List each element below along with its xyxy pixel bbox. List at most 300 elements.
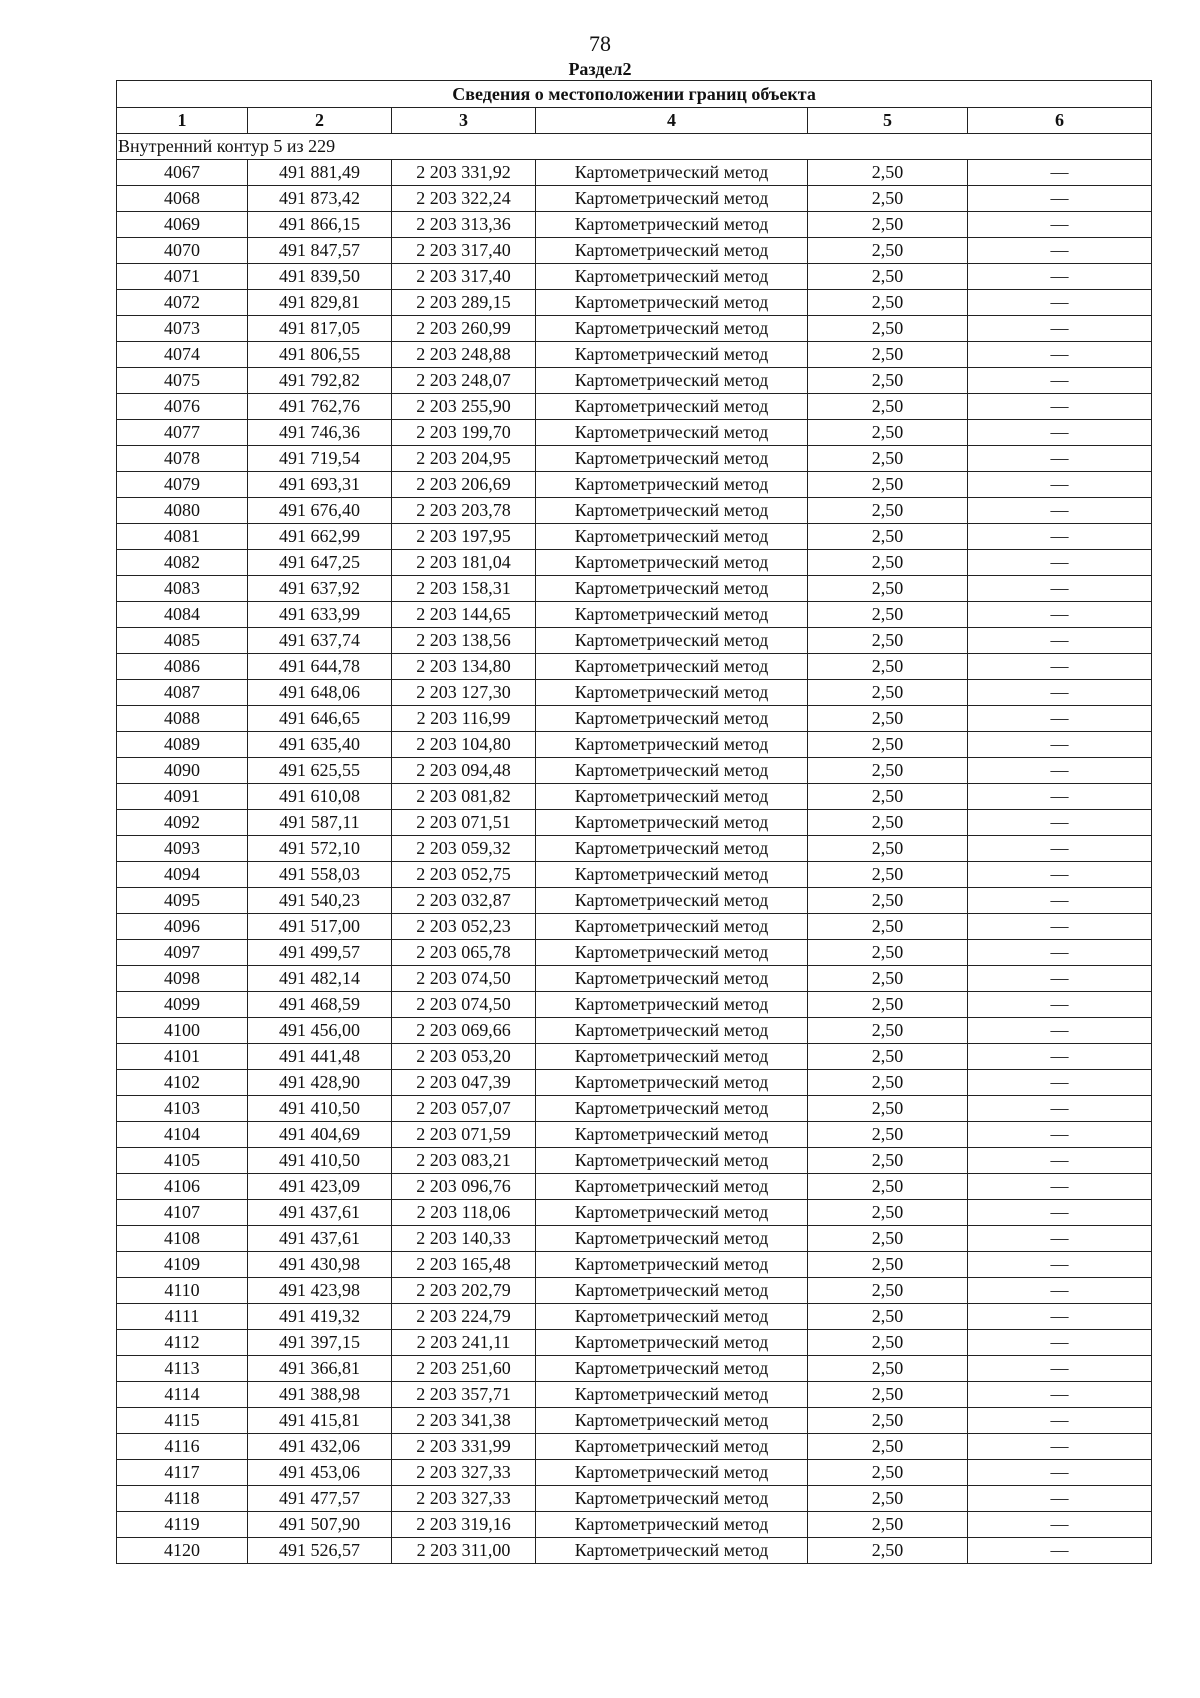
coord-x-cell: 491 456,00 — [248, 1018, 392, 1044]
accuracy-cell: 2,50 — [808, 1018, 968, 1044]
coord-y-cell: 2 203 083,21 — [392, 1148, 536, 1174]
section-title: Раздел2 — [568, 59, 632, 79]
table-row — [117, 966, 1152, 992]
table-row — [117, 1096, 1152, 1122]
point-number-cell: 4067 — [117, 160, 248, 186]
table-row — [117, 1460, 1152, 1486]
page-number: 78 — [589, 31, 611, 56]
accuracy-cell: 2,50 — [808, 524, 968, 550]
point-number-cell: 4096 — [117, 914, 248, 940]
description-cell: — — [968, 914, 1152, 940]
coord-x-cell: 491 477,57 — [248, 1486, 392, 1512]
coord-x-cell: 491 676,40 — [248, 498, 392, 524]
accuracy-cell: 2,50 — [808, 576, 968, 602]
point-number-cell: 4099 — [117, 992, 248, 1018]
coord-x-cell: 491 881,49 — [248, 160, 392, 186]
table-row — [117, 914, 1152, 940]
description-cell: — — [968, 940, 1152, 966]
method-cell: Картометрический метод — [536, 1460, 808, 1486]
description-cell: — — [968, 1252, 1152, 1278]
point-number-cell: 4110 — [117, 1278, 248, 1304]
table-row — [117, 160, 1152, 186]
table-row — [117, 1486, 1152, 1512]
description-cell: — — [968, 758, 1152, 784]
description-cell: — — [968, 1460, 1152, 1486]
method-cell: Картометрический метод — [536, 342, 808, 368]
table-row — [117, 316, 1152, 342]
method-cell: Картометрический метод — [536, 1330, 808, 1356]
point-number-cell: 4085 — [117, 628, 248, 654]
point-number-cell: 4108 — [117, 1226, 248, 1252]
method-cell: Картометрический метод — [536, 1252, 808, 1278]
coord-x-cell: 491 829,81 — [248, 290, 392, 316]
method-cell: Картометрический метод — [536, 290, 808, 316]
description-cell: — — [968, 654, 1152, 680]
accuracy-cell: 2,50 — [808, 1278, 968, 1304]
method-cell: Картометрический метод — [536, 992, 808, 1018]
accuracy-cell: 2,50 — [808, 862, 968, 888]
table-row — [117, 784, 1152, 810]
table-row — [117, 758, 1152, 784]
coord-y-cell: 2 203 074,50 — [392, 992, 536, 1018]
coord-y-cell: 2 203 065,78 — [392, 940, 536, 966]
table-row — [117, 1356, 1152, 1382]
method-cell: Картометрический метод — [536, 628, 808, 654]
coord-y-cell: 2 203 052,75 — [392, 862, 536, 888]
description-cell: — — [968, 1538, 1152, 1564]
accuracy-cell: 2,50 — [808, 654, 968, 680]
method-cell: Картометрический метод — [536, 758, 808, 784]
coord-y-cell: 2 203 311,00 — [392, 1538, 536, 1564]
description-cell: — — [968, 550, 1152, 576]
point-number-cell: 4078 — [117, 446, 248, 472]
coord-y-cell: 2 203 248,07 — [392, 368, 536, 394]
method-cell: Картометрический метод — [536, 368, 808, 394]
method-cell: Картометрический метод — [536, 966, 808, 992]
method-cell: Картометрический метод — [536, 1174, 808, 1200]
accuracy-cell: 2,50 — [808, 1486, 968, 1512]
method-cell: Картометрический метод — [536, 550, 808, 576]
coord-y-cell: 2 203 202,79 — [392, 1278, 536, 1304]
coord-x-cell: 491 646,65 — [248, 706, 392, 732]
coord-y-cell: 2 203 255,90 — [392, 394, 536, 420]
table-caption: Сведения о местоположении границ объекта — [117, 81, 1152, 108]
table-row — [117, 680, 1152, 706]
table-row — [117, 550, 1152, 576]
coord-x-cell: 491 468,59 — [248, 992, 392, 1018]
description-cell: — — [968, 1148, 1152, 1174]
description-cell: — — [968, 446, 1152, 472]
coord-y-cell: 2 203 341,38 — [392, 1408, 536, 1434]
method-cell: Картометрический метод — [536, 1538, 808, 1564]
coord-x-cell: 491 662,99 — [248, 524, 392, 550]
coord-y-cell: 2 203 081,82 — [392, 784, 536, 810]
table-row — [117, 1512, 1152, 1538]
description-cell: — — [968, 706, 1152, 732]
accuracy-cell: 2,50 — [808, 1460, 968, 1486]
table-row — [117, 212, 1152, 238]
coord-x-cell: 491 693,31 — [248, 472, 392, 498]
table-row — [117, 1044, 1152, 1070]
coord-y-cell: 2 203 071,59 — [392, 1122, 536, 1148]
table-row — [117, 862, 1152, 888]
coord-x-cell: 491 866,15 — [248, 212, 392, 238]
coord-y-cell: 2 203 199,70 — [392, 420, 536, 446]
description-cell: — — [968, 316, 1152, 342]
table-row — [117, 1408, 1152, 1434]
coord-x-cell: 491 453,06 — [248, 1460, 392, 1486]
description-cell: — — [968, 1044, 1152, 1070]
table-row — [117, 1304, 1152, 1330]
accuracy-cell: 2,50 — [808, 1434, 968, 1460]
method-cell: Картометрический метод — [536, 914, 808, 940]
description-cell: — — [968, 810, 1152, 836]
coord-y-cell: 2 203 251,60 — [392, 1356, 536, 1382]
table-row — [117, 1226, 1152, 1252]
coord-y-cell: 2 203 319,16 — [392, 1512, 536, 1538]
description-cell: — — [968, 1486, 1152, 1512]
point-number-cell: 4079 — [117, 472, 248, 498]
method-cell: Картометрический метод — [536, 1408, 808, 1434]
description-cell: — — [968, 888, 1152, 914]
description-cell: — — [968, 342, 1152, 368]
coord-y-cell: 2 203 158,31 — [392, 576, 536, 602]
table-row — [117, 992, 1152, 1018]
point-number-cell: 4073 — [117, 316, 248, 342]
table-row — [117, 810, 1152, 836]
description-cell: — — [968, 1278, 1152, 1304]
coord-x-cell: 491 482,14 — [248, 966, 392, 992]
table-row — [117, 1538, 1152, 1564]
coord-y-cell: 2 203 203,78 — [392, 498, 536, 524]
coord-x-cell: 491 507,90 — [248, 1512, 392, 1538]
point-number-cell: 4117 — [117, 1460, 248, 1486]
accuracy-cell: 2,50 — [808, 160, 968, 186]
coord-y-cell: 2 203 317,40 — [392, 238, 536, 264]
coord-y-cell: 2 203 331,99 — [392, 1434, 536, 1460]
method-cell: Картометрический метод — [536, 1096, 808, 1122]
accuracy-cell: 2,50 — [808, 914, 968, 940]
description-cell: — — [968, 602, 1152, 628]
coord-x-cell: 491 644,78 — [248, 654, 392, 680]
coord-y-cell: 2 203 322,24 — [392, 186, 536, 212]
coord-x-cell: 491 437,61 — [248, 1226, 392, 1252]
coord-y-cell: 2 203 224,79 — [392, 1304, 536, 1330]
coord-y-cell: 2 203 197,95 — [392, 524, 536, 550]
table-row — [117, 264, 1152, 290]
column-number-3: 3 — [392, 108, 536, 134]
coord-y-cell: 2 203 165,48 — [392, 1252, 536, 1278]
accuracy-cell: 2,50 — [808, 940, 968, 966]
point-number-cell: 4097 — [117, 940, 248, 966]
description-cell: — — [968, 836, 1152, 862]
coord-x-cell: 491 792,82 — [248, 368, 392, 394]
coord-x-cell: 491 587,11 — [248, 810, 392, 836]
coord-x-cell: 491 540,23 — [248, 888, 392, 914]
coord-x-cell: 491 637,92 — [248, 576, 392, 602]
accuracy-cell: 2,50 — [808, 186, 968, 212]
accuracy-cell: 2,50 — [808, 810, 968, 836]
column-number-5: 5 — [808, 108, 968, 134]
point-number-cell: 4116 — [117, 1434, 248, 1460]
column-number-2: 2 — [248, 108, 392, 134]
description-cell: — — [968, 1382, 1152, 1408]
point-number-cell: 4076 — [117, 394, 248, 420]
coord-y-cell: 2 203 057,07 — [392, 1096, 536, 1122]
accuracy-cell: 2,50 — [808, 238, 968, 264]
table-row — [117, 1200, 1152, 1226]
coord-y-cell: 2 203 260,99 — [392, 316, 536, 342]
coord-x-cell: 491 719,54 — [248, 446, 392, 472]
coord-x-cell: 491 635,40 — [248, 732, 392, 758]
coord-y-cell: 2 203 118,06 — [392, 1200, 536, 1226]
coord-y-cell: 2 203 140,33 — [392, 1226, 536, 1252]
point-number-cell: 4113 — [117, 1356, 248, 1382]
coord-y-cell: 2 203 032,87 — [392, 888, 536, 914]
table-row — [117, 290, 1152, 316]
accuracy-cell: 2,50 — [808, 966, 968, 992]
method-cell: Картометрический метод — [536, 446, 808, 472]
accuracy-cell: 2,50 — [808, 1382, 968, 1408]
coord-y-cell: 2 203 059,32 — [392, 836, 536, 862]
coord-x-cell: 491 839,50 — [248, 264, 392, 290]
coord-y-cell: 2 203 313,36 — [392, 212, 536, 238]
coord-x-cell: 491 806,55 — [248, 342, 392, 368]
table-row — [117, 1018, 1152, 1044]
table-row — [117, 940, 1152, 966]
coord-x-cell: 491 847,57 — [248, 238, 392, 264]
accuracy-cell: 2,50 — [808, 394, 968, 420]
accuracy-cell: 2,50 — [808, 316, 968, 342]
description-cell: — — [968, 576, 1152, 602]
description-cell: — — [968, 1226, 1152, 1252]
table-row — [117, 1070, 1152, 1096]
coord-y-cell: 2 203 134,80 — [392, 654, 536, 680]
point-number-cell: 4091 — [117, 784, 248, 810]
coord-y-cell: 2 203 094,48 — [392, 758, 536, 784]
coord-x-cell: 491 397,15 — [248, 1330, 392, 1356]
method-cell: Картометрический метод — [536, 1278, 808, 1304]
accuracy-cell: 2,50 — [808, 680, 968, 706]
description-cell: — — [968, 264, 1152, 290]
method-cell: Картометрический метод — [536, 394, 808, 420]
coord-x-cell: 491 430,98 — [248, 1252, 392, 1278]
coord-x-cell: 491 415,81 — [248, 1408, 392, 1434]
point-number-cell: 4107 — [117, 1200, 248, 1226]
coord-x-cell: 491 366,81 — [248, 1356, 392, 1382]
method-cell: Картометрический метод — [536, 1122, 808, 1148]
coord-x-cell: 491 388,98 — [248, 1382, 392, 1408]
accuracy-cell: 2,50 — [808, 1538, 968, 1564]
description-cell: — — [968, 1070, 1152, 1096]
coord-y-cell: 2 203 104,80 — [392, 732, 536, 758]
coord-x-cell: 491 647,25 — [248, 550, 392, 576]
coord-y-cell: 2 203 331,92 — [392, 160, 536, 186]
coord-y-cell: 2 203 052,23 — [392, 914, 536, 940]
coord-y-cell: 2 203 204,95 — [392, 446, 536, 472]
table-row — [117, 732, 1152, 758]
point-number-cell: 4090 — [117, 758, 248, 784]
point-number-cell: 4080 — [117, 498, 248, 524]
table-row — [117, 238, 1152, 264]
method-cell: Картометрический метод — [536, 888, 808, 914]
point-number-cell: 4105 — [117, 1148, 248, 1174]
coord-y-cell: 2 203 116,99 — [392, 706, 536, 732]
point-number-cell: 4112 — [117, 1330, 248, 1356]
method-cell: Картометрический метод — [536, 498, 808, 524]
table-row — [117, 836, 1152, 862]
accuracy-cell: 2,50 — [808, 1356, 968, 1382]
description-cell: — — [968, 784, 1152, 810]
accuracy-cell: 2,50 — [808, 472, 968, 498]
point-number-cell: 4069 — [117, 212, 248, 238]
coord-x-cell: 491 410,50 — [248, 1148, 392, 1174]
table-body — [117, 134, 1152, 1564]
coord-x-cell: 491 762,76 — [248, 394, 392, 420]
point-number-cell: 4098 — [117, 966, 248, 992]
description-cell: — — [968, 628, 1152, 654]
method-cell: Картометрический метод — [536, 836, 808, 862]
table-row — [117, 706, 1152, 732]
point-number-cell: 4104 — [117, 1122, 248, 1148]
table-row — [117, 654, 1152, 680]
coord-x-cell: 491 558,03 — [248, 862, 392, 888]
accuracy-cell: 2,50 — [808, 420, 968, 446]
coord-y-cell: 2 203 181,04 — [392, 550, 536, 576]
description-cell: — — [968, 1018, 1152, 1044]
method-cell: Картометрический метод — [536, 472, 808, 498]
point-number-cell: 4075 — [117, 368, 248, 394]
coord-y-cell: 2 203 241,11 — [392, 1330, 536, 1356]
coord-y-cell: 2 203 071,51 — [392, 810, 536, 836]
table-row — [117, 602, 1152, 628]
coord-x-cell: 491 526,57 — [248, 1538, 392, 1564]
method-cell: Картометрический метод — [536, 1070, 808, 1096]
method-cell: Картометрический метод — [536, 186, 808, 212]
point-number-cell: 4081 — [117, 524, 248, 550]
coord-x-cell: 491 637,74 — [248, 628, 392, 654]
coord-y-cell: 2 203 289,15 — [392, 290, 536, 316]
coord-y-cell: 2 203 357,71 — [392, 1382, 536, 1408]
method-cell: Картометрический метод — [536, 602, 808, 628]
accuracy-cell: 2,50 — [808, 836, 968, 862]
method-cell: Картометрический метод — [536, 160, 808, 186]
point-number-cell: 4095 — [117, 888, 248, 914]
description-cell: — — [968, 1122, 1152, 1148]
method-cell: Картометрический метод — [536, 706, 808, 732]
description-cell: — — [968, 524, 1152, 550]
description-cell: — — [968, 212, 1152, 238]
accuracy-cell: 2,50 — [808, 784, 968, 810]
accuracy-cell: 2,50 — [808, 1096, 968, 1122]
description-cell: — — [968, 1174, 1152, 1200]
coord-x-cell: 491 441,48 — [248, 1044, 392, 1070]
accuracy-cell: 2,50 — [808, 628, 968, 654]
description-cell: — — [968, 1330, 1152, 1356]
point-number-cell: 4101 — [117, 1044, 248, 1070]
contour-label: Внутренний контур 5 из 229 — [117, 134, 1152, 160]
coord-x-cell: 491 404,69 — [248, 1122, 392, 1148]
table-row — [117, 628, 1152, 654]
coord-x-cell: 491 423,98 — [248, 1278, 392, 1304]
coord-y-cell: 2 203 248,88 — [392, 342, 536, 368]
accuracy-cell: 2,50 — [808, 498, 968, 524]
coord-x-cell: 491 817,05 — [248, 316, 392, 342]
table-row — [117, 368, 1152, 394]
point-number-cell: 4109 — [117, 1252, 248, 1278]
accuracy-cell: 2,50 — [808, 1044, 968, 1070]
accuracy-cell: 2,50 — [808, 446, 968, 472]
method-cell: Картометрический метод — [536, 862, 808, 888]
coord-y-cell: 2 203 053,20 — [392, 1044, 536, 1070]
table-row — [117, 186, 1152, 212]
accuracy-cell: 2,50 — [808, 888, 968, 914]
method-cell: Картометрический метод — [536, 1304, 808, 1330]
method-cell: Картометрический метод — [536, 1148, 808, 1174]
method-cell: Картометрический метод — [536, 1512, 808, 1538]
coord-x-cell: 491 873,42 — [248, 186, 392, 212]
accuracy-cell: 2,50 — [808, 212, 968, 238]
coord-x-cell: 491 648,06 — [248, 680, 392, 706]
column-number-4: 4 — [536, 108, 808, 134]
description-cell: — — [968, 1356, 1152, 1382]
point-number-cell: 4084 — [117, 602, 248, 628]
method-cell: Картометрический метод — [536, 784, 808, 810]
table-row — [117, 1330, 1152, 1356]
accuracy-cell: 2,50 — [808, 1408, 968, 1434]
point-number-cell: 4106 — [117, 1174, 248, 1200]
method-cell: Картометрический метод — [536, 680, 808, 706]
method-cell: Картометрический метод — [536, 238, 808, 264]
table-row — [117, 1382, 1152, 1408]
description-cell: — — [968, 680, 1152, 706]
accuracy-cell: 2,50 — [808, 1330, 968, 1356]
accuracy-cell: 2,50 — [808, 1070, 968, 1096]
point-number-cell: 4093 — [117, 836, 248, 862]
table-row — [117, 1174, 1152, 1200]
coord-x-cell: 491 410,50 — [248, 1096, 392, 1122]
description-cell: — — [968, 186, 1152, 212]
accuracy-cell: 2,50 — [808, 1304, 968, 1330]
description-cell: — — [968, 992, 1152, 1018]
column-number-row — [117, 108, 1152, 134]
coord-x-cell: 491 419,32 — [248, 1304, 392, 1330]
table-row — [117, 472, 1152, 498]
coord-x-cell: 491 746,36 — [248, 420, 392, 446]
accuracy-cell: 2,50 — [808, 1226, 968, 1252]
accuracy-cell: 2,50 — [808, 758, 968, 784]
boundary-table — [116, 80, 1152, 1564]
table-row — [117, 576, 1152, 602]
coord-x-cell: 491 572,10 — [248, 836, 392, 862]
description-cell: — — [968, 1200, 1152, 1226]
description-cell: — — [968, 1434, 1152, 1460]
point-number-cell: 4103 — [117, 1096, 248, 1122]
description-cell: — — [968, 472, 1152, 498]
coord-x-cell: 491 633,99 — [248, 602, 392, 628]
description-cell: — — [968, 420, 1152, 446]
description-cell: — — [968, 1512, 1152, 1538]
description-cell: — — [968, 862, 1152, 888]
table-row — [117, 342, 1152, 368]
description-cell: — — [968, 290, 1152, 316]
coord-y-cell: 2 203 127,30 — [392, 680, 536, 706]
description-cell: — — [968, 160, 1152, 186]
method-cell: Картометрический метод — [536, 420, 808, 446]
point-number-cell: 4077 — [117, 420, 248, 446]
coord-y-cell: 2 203 327,33 — [392, 1460, 536, 1486]
coord-x-cell: 491 423,09 — [248, 1174, 392, 1200]
